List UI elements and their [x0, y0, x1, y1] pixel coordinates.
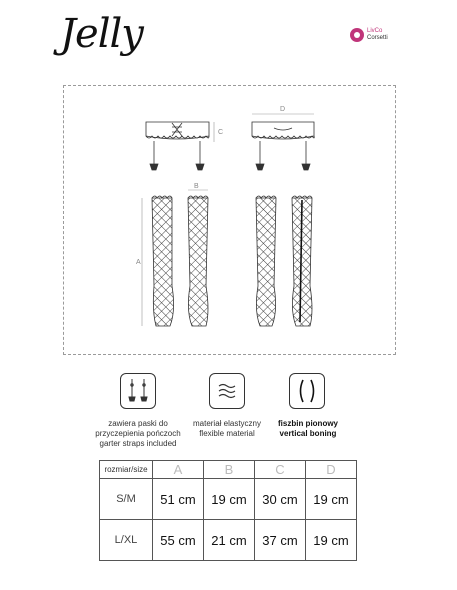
- front-stockings: [152, 196, 208, 326]
- garter-strap-icon: [126, 377, 150, 405]
- brand-logo: [350, 28, 388, 42]
- size-value: 55 cm: [153, 520, 204, 561]
- size-value: 30 cm: [255, 479, 306, 520]
- elastic-fabric-icon: [215, 379, 239, 403]
- back-stockings: [256, 196, 312, 326]
- col-header-c: C: [255, 461, 306, 479]
- brand-mark-icon: [350, 28, 364, 42]
- size-table-header: [100, 461, 357, 479]
- size-value: 37 cm: [255, 520, 306, 561]
- size-table: [99, 460, 357, 561]
- size-value: 51 cm: [153, 479, 204, 520]
- size-value: 19 cm: [306, 479, 357, 520]
- size-value: 21 cm: [204, 520, 255, 561]
- brand-line2: Corsetti: [367, 35, 388, 41]
- feature-elastic-material: [209, 373, 245, 409]
- vertical-boning-icon: [295, 377, 319, 405]
- jelly-logo: Jelly: [60, 11, 143, 57]
- size-label: S/M: [100, 479, 153, 520]
- size-value: 19 cm: [204, 479, 255, 520]
- size-label: L/XL: [100, 520, 153, 561]
- dim-label-a: A: [136, 259, 141, 266]
- product-drawing: [63, 85, 396, 355]
- size-corner-label: rozmiar/size: [100, 461, 153, 479]
- dim-label-c: C: [218, 129, 224, 136]
- brand-line1: LivCo: [367, 28, 383, 34]
- front-garter-belt: [146, 122, 209, 170]
- feature-garter-straps: [120, 373, 156, 409]
- feature-text-garter: zawiera paski do przyczepienia pończoch garter straps included: [95, 419, 181, 448]
- col-header-a: A: [153, 461, 204, 479]
- col-header-b: B: [204, 461, 255, 479]
- dim-label-d: D: [280, 106, 286, 113]
- back-garter-belt: [252, 122, 314, 170]
- dim-label-b: B: [194, 183, 199, 190]
- size-value: 19 cm: [306, 520, 357, 561]
- feature-text-boning: fiszbin pionowy vertical boning: [278, 419, 338, 438]
- col-header-d: D: [306, 461, 357, 479]
- table-row: [100, 479, 357, 520]
- product-line-art: [64, 86, 397, 356]
- feature-text-elastic: materiał elastyczny flexible material: [192, 419, 262, 438]
- feature-vertical-boning: [289, 373, 325, 409]
- table-row: [100, 520, 357, 561]
